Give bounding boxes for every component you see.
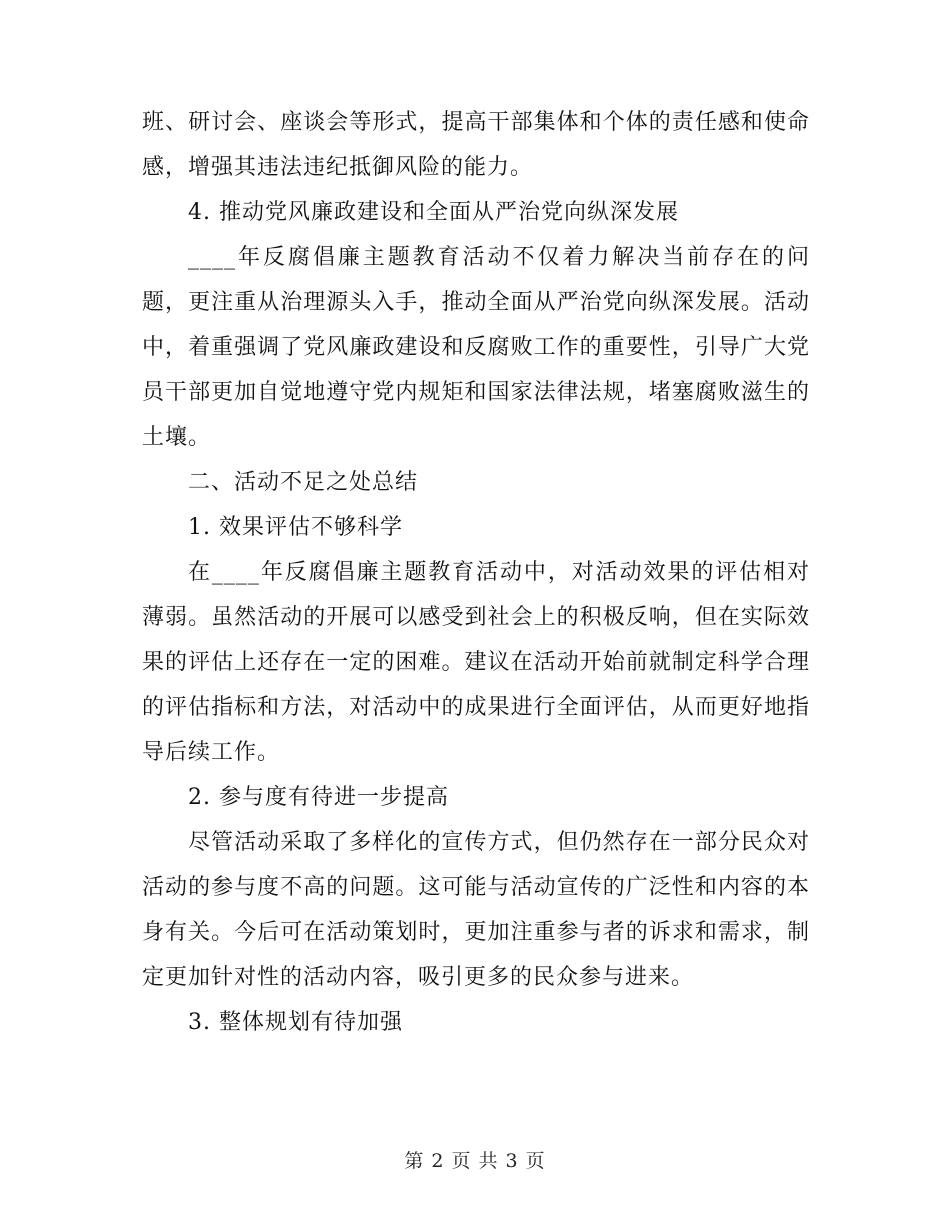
paragraph-continuation: 班、研讨会、座谈会等形式，提高干部集体和个体的责任感和使命感，增强其违法违纪抵御风险的能力。	[142, 110, 810, 180]
section-heading-3: 3. 整体规划有待加强	[188, 1010, 403, 1035]
section-heading-2: 2. 参与度有待进一步提高	[188, 785, 449, 810]
paragraph: 尽管活动采取了多样化的宣传方式，但仍然存在一部分民众对活动的参与度不高的问题。这可能与活动宣传的广泛性和内容的本身有关。今后可在活动策划时，更加注重参与者的诉求和需求，制定更加针对性的活动内容，吸引更多的民众参与进来。	[142, 830, 810, 990]
page-number-footer: 第 2 页 共 3 页	[404, 1150, 546, 1172]
chapter-heading-2: 二、活动不足之处总结	[188, 470, 419, 495]
paragraph: 在____年反腐倡廉主题教育活动中，对活动效果的评估相对薄弱。虽然活动的开展可以感受到社会上的积极反响，但在实际效果的评估上还存在一定的困难。建议在活动开始前就制定科学合理的评估指标和方法，对活动中的成果进行全面评估，从而更好地指导后续工作。	[142, 560, 810, 765]
section-heading-4: 4. 推动党风廉政建设和全面从严治党向纵深发展	[188, 200, 679, 225]
document-body	[142, 100, 810, 1045]
section-heading-1: 1. 效果评估不够科学	[188, 515, 403, 540]
paragraph: ____年反腐倡廉主题教育活动不仅着力解决当前存在的问题，更注重从治理源头入手，推动全面从严治党向纵深发展。活动中，着重强调了党风廉政建设和反腐败工作的重要性，引导广大党员干部更加自觉地遵守党内规矩和国家法律法规，堵塞腐败滋生的土壤。	[142, 245, 810, 450]
